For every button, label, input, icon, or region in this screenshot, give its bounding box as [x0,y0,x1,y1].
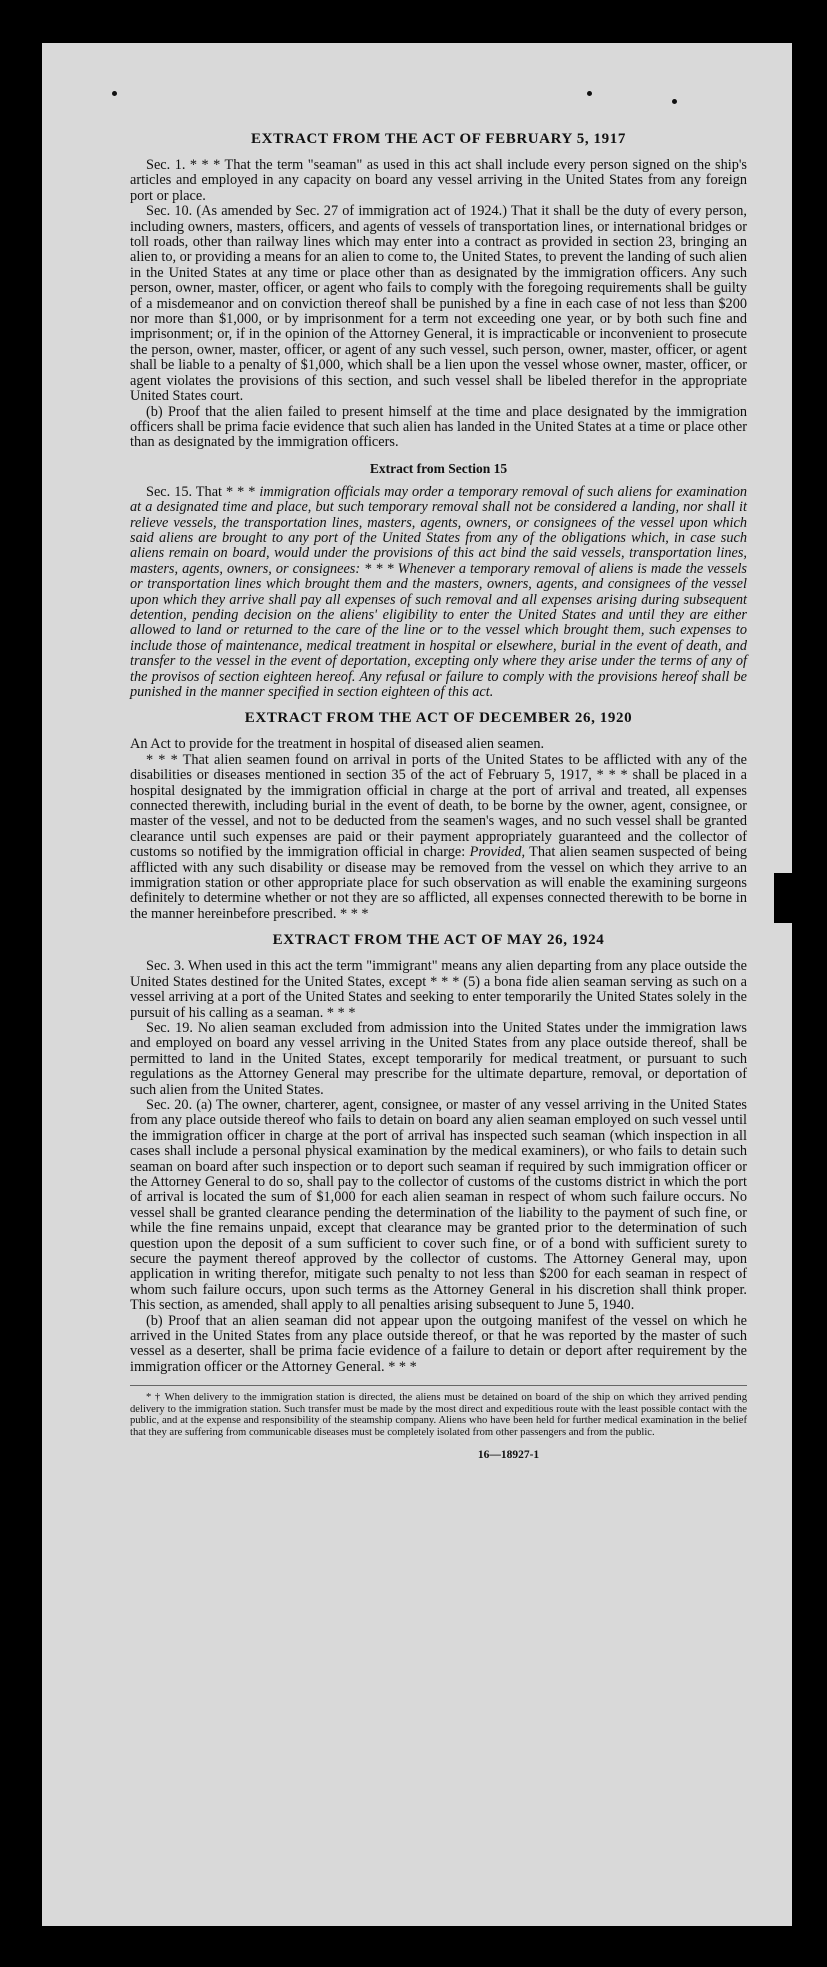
act-1920-body [130,753,747,922]
act-1920-body-a: * * * That alien seamen found on arrival in ports of the United States to be afflicted with any of the disabilities or diseases mentioned in section 35 of the act of February 5, 1917, * * * shall be placed in a hospital designated by the immigration official in charge at the port of arrival and treated, all expenses connected therewith, including burial in the event of death, to be borne by the owner, agent, consignee, or master of the vessel, and not to be deducted from the seamen's wages, and no such vessel shall be granted clearance until such expenses are paid or their payment appropriately guaranteed and the collector of customs so notified by the immigration official in charge: [130,751,747,861]
document-number: 16—18927-1 [477,1448,540,1461]
act-1920-intro: An Act to provide for the treatment in hospital of diseased alien seamen. [130,736,545,753]
act-1920-body-b: That alien seamen suspected of being afflicted with any such disability or disease may be removed from the vessel on which they arrive to an immigration station or other appropriate place for such observation as will enable the examining surgeons definitely to determine whether or not they are so afflicted, all expenses connected therewith to be borne in the manner hereinbefore prescribed. * * * [130,844,747,922]
section-act-1924 [130,932,747,1375]
heading-act-1920: EXTRACT FROM THE ACT OF DECEMBER 26, 1920 [244,710,633,727]
footnote [130,1385,747,1438]
paragraph-sec-15 [130,485,747,701]
speck [587,91,592,96]
section-15 [130,461,747,701]
paragraph-sec-3: Sec. 3. When used in this act the term "immigrant" means any alien departing from any place outside the United States destined for the United States, except * * * (5) a bona fide alien seaman serving as such on a vessel arriving at a port of the United States and seeking to enter temporarily the United States solely in the pursuit of his calling as a seaman. * * * [130,958,747,1021]
section-act-1920 [130,710,747,922]
section-act-1917 [130,131,747,451]
paragraph-sec-19: Sec. 19. No alien seaman excluded from admission into the United States under the immigration laws and employed on board any vessel arriving in the United States from any place outside thereof, shall be permitted to land in the United States, except temporarily for medical treatment, or pursuant to such regulations as the Attorney General may prescribe for the ultimate departure, removal, or deportation of such alien from the United States. [130,1019,747,1098]
footnote-text: * † When delivery to the immigration station is directed, the aliens must be detained on board of the ship on which they arrived pending delivery to the immigration station. Such transfer must be made by the most direct and expeditious route with the least possible contact with the public, and at the expense and responsibility of the steamship company. Aliens who have been held for further medical examination in the belief that they are suffering from communicable diseases must be completely isolated from other passengers and from the public. [130,1392,747,1439]
provided-text: Provided, [469,844,526,861]
heading-section-15: Extract from Section 15 [369,460,508,476]
heading-act-1917: EXTRACT FROM THE ACT OF FEBRUARY 5, 1917 [251,131,626,147]
heading-act-1924: EXTRACT FROM THE ACT OF MAY 26, 1924 [272,932,605,949]
speck [672,99,677,104]
document-page [42,43,792,1926]
paragraph-sec-20b: (b) Proof that an alien seaman did not appear upon the outgoing manifest of the vessel on which he arrived in the United States from any place outside thereof, or that he was reported by the master of such vessel as a deserter, shall be prima facie evidence of a failure to detain or deport after requirement by the immigration officer or the Attorney General. * * * [130,1312,747,1375]
paragraph-sec-10: Sec. 10. (As amended by Sec. 27 of immigration act of 1924.) That it shall be the duty of every person, including owners, masters, officers, and agents of vessels of transportation lines, or international bridges or toll roads, other than railway lines which may enter into a contract as provided in section 23, bringing an alien to, or providing a means for an alien to come to, the United States, to prevent the landing of such alien in the United States at any time or place other than as designated by the immigration officers. Any such person, owner, master, officer, or agent who fails to comply with the foregoing requirements shall be guilty of a misdemeanor and on conviction thereof shall be punished by a fine in each case of not less than $200 nor more than $1,000, or by imprisonment for a term not exceeding one year, or by both such fine and imprisonment; or, if in the opinion of the Attorney General, it is impracticable or inconvenient to prosecute the person, owner, master, officer, or agent of any such vessel, such person, owner, master, officer, or agent shall be liable to a penalty of $1,000, which shall be a lien upon the vessel whose owner, master, officer, or agent violates the provisions of this section, and such vessel shall be libeled therefor in the appropriate United States court. [130,203,747,405]
speck [112,91,117,96]
paragraph-sec-10b: (b) Proof that the alien failed to present himself at the time and place designated by the immigration officers shall be prima facie evidence that such alien has landed in the United States at a time or place other than as designated by the immigration officers. [130,403,747,451]
sec-15-lead: Sec. 15. That * * * [146,483,260,500]
paragraph-sec-1: Sec. 1. * * * That the term "seaman" as used in this act shall include every person signed on the ship's articles and employed in any capacity on board any vessel arriving in the United States from any foreign port or place. [130,157,747,204]
sec-15-italic-text: immigration officials may order a temporary removal of such aliens for examination at a designated time and place, but such temporary removal shall not be considered a landing, nor shall it relieve vessels, the transportation lines, masters, agents, owners, or consignees of the vessel upon which said aliens are brought to any port of the United States from any of the obligations which, in case such aliens remain on board, would under the provisions of this act bind the said vessels, transportation lines, masters, agents, owners, or consignees: * * * Whenever a temporary removal of aliens is made the vessels or transportation lines which brought them and the masters, owners, agents, and consignees of the vessel upon which they arrive shall pay all expenses of such removal and all expenses arising during subsequent detention, pending decision on the aliens' eligibility to enter the United States and until they are either allowed to land or returned to the care of the line or to the vessel which brought them, such expenses to include those of maintenance, medical treatment in hospital or elsewhere, burial in the event of death, and transfer to the vessel in the event of deportation, excepting only where they arise under the terms of any of the provisos of section eighteen hereof. Any refusal or failure to comply with the provisions hereof shall be punished in the manner specified in section eighteen of this act. [130,483,747,700]
paragraph-sec-20: Sec. 20. (a) The owner, charterer, agent, consignee, or master of any vessel arriving in the United States from any place outside thereof who fails to detain on board any alien seaman employed on such vessel until the immigration officer in charge at the port of arrival has inspected such seaman (which inspection in all cases shall include a personal physical examination by the medical examiners), or who fails to detain such seaman on board after such inspection or to deport such seaman if required by such immigration officer or the Attorney General to do so, shall pay to the collector of customs of the customs district in which the port of arrival is located the sum of $1,000 for each alien seaman in respect of whom such failure occurs. No vessel shall be granted clearance pending the determination of the liability to the payment of such fine, or while the fine remains unpaid, except that clearance may be granted prior to the determination of such question upon the deposit of a sum sufficient to cover such fine, or of a bond with sufficient surety to secure the payment thereof approved by the collector of customs. The Attorney General may, upon application in writing therefor, mitigate such penalty to not less than $200 for each seaman in respect of whom such failure occurs, upon such terms as the Attorney General in his discretion shall think proper. This section, as amended, shall apply to all penalties arising subsequent to June 5, 1940. [130,1096,747,1314]
